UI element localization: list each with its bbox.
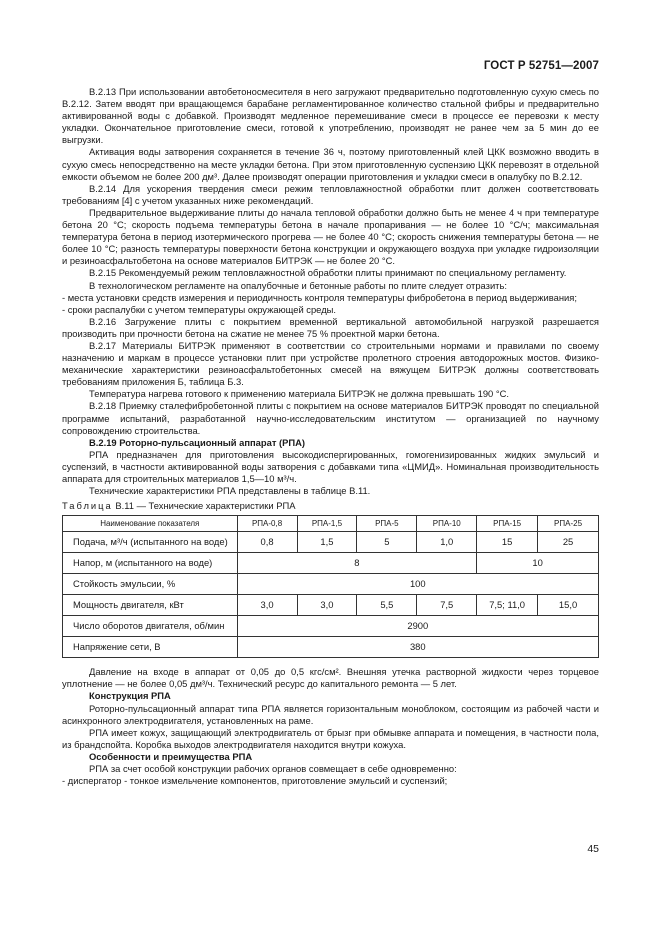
column-header-parameter: Наименование показателя [63, 516, 238, 532]
column-header-model: РПА-5 [357, 516, 417, 532]
section-heading: Особенности и преимущества РПА [89, 750, 253, 762]
table-row [63, 595, 599, 616]
table-cell: 5 [357, 532, 417, 553]
paragraph: Давление на входе в аппарат от 0,05 до 0,5 кгс/см². Внешняя утечка растворной жидкости через торцевое уплотнение — не более 0,05 дм³/ч. Технический ресурс до капитального ремонта — 5 лет. [62, 666, 599, 690]
column-header-model: РПА-0,8 [237, 516, 297, 532]
table-cell: 2900 [237, 616, 598, 637]
paragraph: В.2.17 Материалы БИТРЭК применяют в соответствии со строительными нормами и правилами по своему назначению и маркам в процессе установки плит при устройстве пролетного строения автодорожных мостов. Физико-механические характеристики резиноасфальтобетонных смесей на вяжущем БИТРЭК должны соответствовать требованиям приложения Б, таблица Б.3. [62, 339, 599, 388]
paragraph: - места установки средств измерения и периодичность контроля температуры фибробетона в период выдерживания; [62, 291, 577, 303]
paragraph: Предварительное выдерживание плиты до начала тепловой обработки должно быть не менее 4 ч при температуре бетона 20 °С; скорость подъема температуры бетона в начале пропаривания — не более 10 °С/ч; максимальная температура бетона в период изотермического прогрева — не более 40 °С; скорость снижения температуры бетона — не более 10 °С; разность температуры поверхности бетона конструкции и окружающего воздуха при укладке гидроизоляции и резиноасфальтобетона на основе материалов БИТРЭК — не более 20 °С. [62, 206, 599, 267]
table-row [63, 616, 599, 637]
table-cell: 100 [237, 574, 598, 595]
row-label: Напряжение сети, В [63, 637, 238, 658]
page-number: 45 [587, 843, 599, 855]
row-label: Подача, м³/ч (испытанного на воде) [63, 532, 238, 553]
paragraph: Роторно-пульсационный аппарат типа РПА является горизонтальным моноблоком, состоящим из рабочей части и асинхронного электродвигателя, установленных на раме. [62, 702, 599, 726]
paragraph: В.2.18 Приемку сталефибробетонной плиты с покрытием на основе материалов БИТРЭК проводят по специальной программе испытаний, разработанной научно-исследовательским институтом — организацией по научному сопровождению строительства. [62, 400, 599, 436]
table-cell: 1,5 [297, 532, 357, 553]
table-body [63, 532, 599, 658]
paragraph: РПА предназначен для приготовления высокодиспергированных, гомогенизированных жидких эмульсий и суспензий, в частности активированной воды затворения с добавками типа «ЦМИД». Номинальная производительность аппарата для строительных материалов 1,5—10 м³/ч. [62, 448, 599, 484]
paragraph: В.2.16 Загружение плиты с покрытием временной вертикальной автомобильной нагрузкой разрешается производить при прочности бетона на сжатие не менее 75 % проектной марки бетона. [62, 315, 599, 339]
table-cell: 7,5 [417, 595, 477, 616]
table-caption-prefix: Таблица [62, 500, 113, 512]
paragraph: Активация воды затворения сохраняется в течение 36 ч, поэтому приготовленный клей ЦКК возможно вводить в сухую смесь непосредственно на месте укладки бетона. При этом приготовленную суспензию ЦКК перевозят в отдельной емкости объемом не более 200 дм³. Далее производят операции приготовления и укладки смеси в опалубку по В.2.12. [62, 146, 599, 182]
specs-table [62, 515, 599, 658]
paragraph: РПА за счет особой конструкции рабочих органов совмещает в себе одновременно: [89, 763, 457, 775]
table-caption-text: В.11 — Технические характеристики РПА [112, 500, 296, 512]
table-cell: 10 [477, 553, 599, 574]
table-cell: 380 [237, 637, 598, 658]
column-header-model: РПА-15 [477, 516, 538, 532]
table-cell: 8 [237, 553, 477, 574]
section-heading: В.2.19 Роторно-пульсационный аппарат (РПА) [89, 436, 306, 448]
table-cell: 1,0 [417, 532, 477, 553]
table-header-row [63, 516, 599, 532]
paragraph: Технические характеристики РПА представлены в таблице В.11. [89, 485, 371, 497]
table-cell: 0,8 [237, 532, 297, 553]
table-row [63, 532, 599, 553]
paragraphs-before-table [62, 86, 599, 497]
table-row [63, 637, 599, 658]
paragraph: В технологическом регламенте на опалубочные и бетонные работы по плите следует отразить: [89, 279, 507, 291]
column-header-model: РПА-10 [417, 516, 477, 532]
paragraph: В.2.14 Для ускорения твердения смеси режим тепловлажностной обработки плит должен соответствовать требованиям [4] с учетом указанных ниже рекомендаций. [62, 182, 599, 206]
table-cell: 25 [538, 532, 599, 553]
paragraph: В.2.15 Рекомендуемый режим тепловлажностной обработки плиты принимают по специальному регламенту. [89, 267, 567, 279]
table-cell: 3,0 [237, 595, 297, 616]
table-cell: 15,0 [538, 595, 599, 616]
table-cell: 5,5 [357, 595, 417, 616]
table-row [63, 574, 599, 595]
paragraph: Температура нагрева готового к применению материала БИТРЭК не должна превышать 190 °С. [89, 388, 509, 400]
paragraph: - сроки распалубки с учетом температуры окружающей среды. [62, 303, 337, 315]
paragraph: В.2.13 При использовании автобетоносмесителя в него загружают предварительно подготовленную сухую смесь по В.2.12. Затем вводят при вращающемся барабане регламентированное количество стальной фибры и предварительно активированной воды с добавкой. Производят медленное перемешивание смеси в процессе ее перевозки к месту укладки. Окончательное приготовление смеси, готовой к употреблению, производят не ранее чем за 5 мин до ее выгрузки. [62, 86, 599, 146]
row-label: Мощность двигателя, кВт [63, 595, 238, 616]
table-cell: 3,0 [297, 595, 357, 616]
row-label: Стойкость эмульсии, % [63, 574, 238, 595]
table-cell: 7,5; 11,0 [477, 595, 538, 616]
table-cell: 15 [477, 532, 538, 553]
column-header-model: РПА-1,5 [297, 516, 357, 532]
table-caption [62, 500, 599, 512]
document-number: ГОСТ Р 52751—2007 [483, 60, 599, 72]
paragraph: - диспергатор - тонкое измельчение компонентов, приготовление эмульсий и суспензий; [62, 775, 448, 787]
paragraph: РПА имеет кожух, защищающий электродвигатель от брызг при обмывке аппарата и помещения, в частности пола, из брандспойта. Коробка выходов электродвигателя находится внутри кожуха. [62, 726, 599, 750]
paragraphs-after-table [62, 666, 599, 787]
page-content [62, 86, 599, 787]
table-row [63, 553, 599, 574]
row-label: Число оборотов двигателя, об/мин [63, 616, 238, 637]
section-heading: Конструкция РПА [89, 690, 171, 702]
row-label: Напор, м (испытанного на воде) [63, 553, 238, 574]
column-header-model: РПА-25 [538, 516, 599, 532]
